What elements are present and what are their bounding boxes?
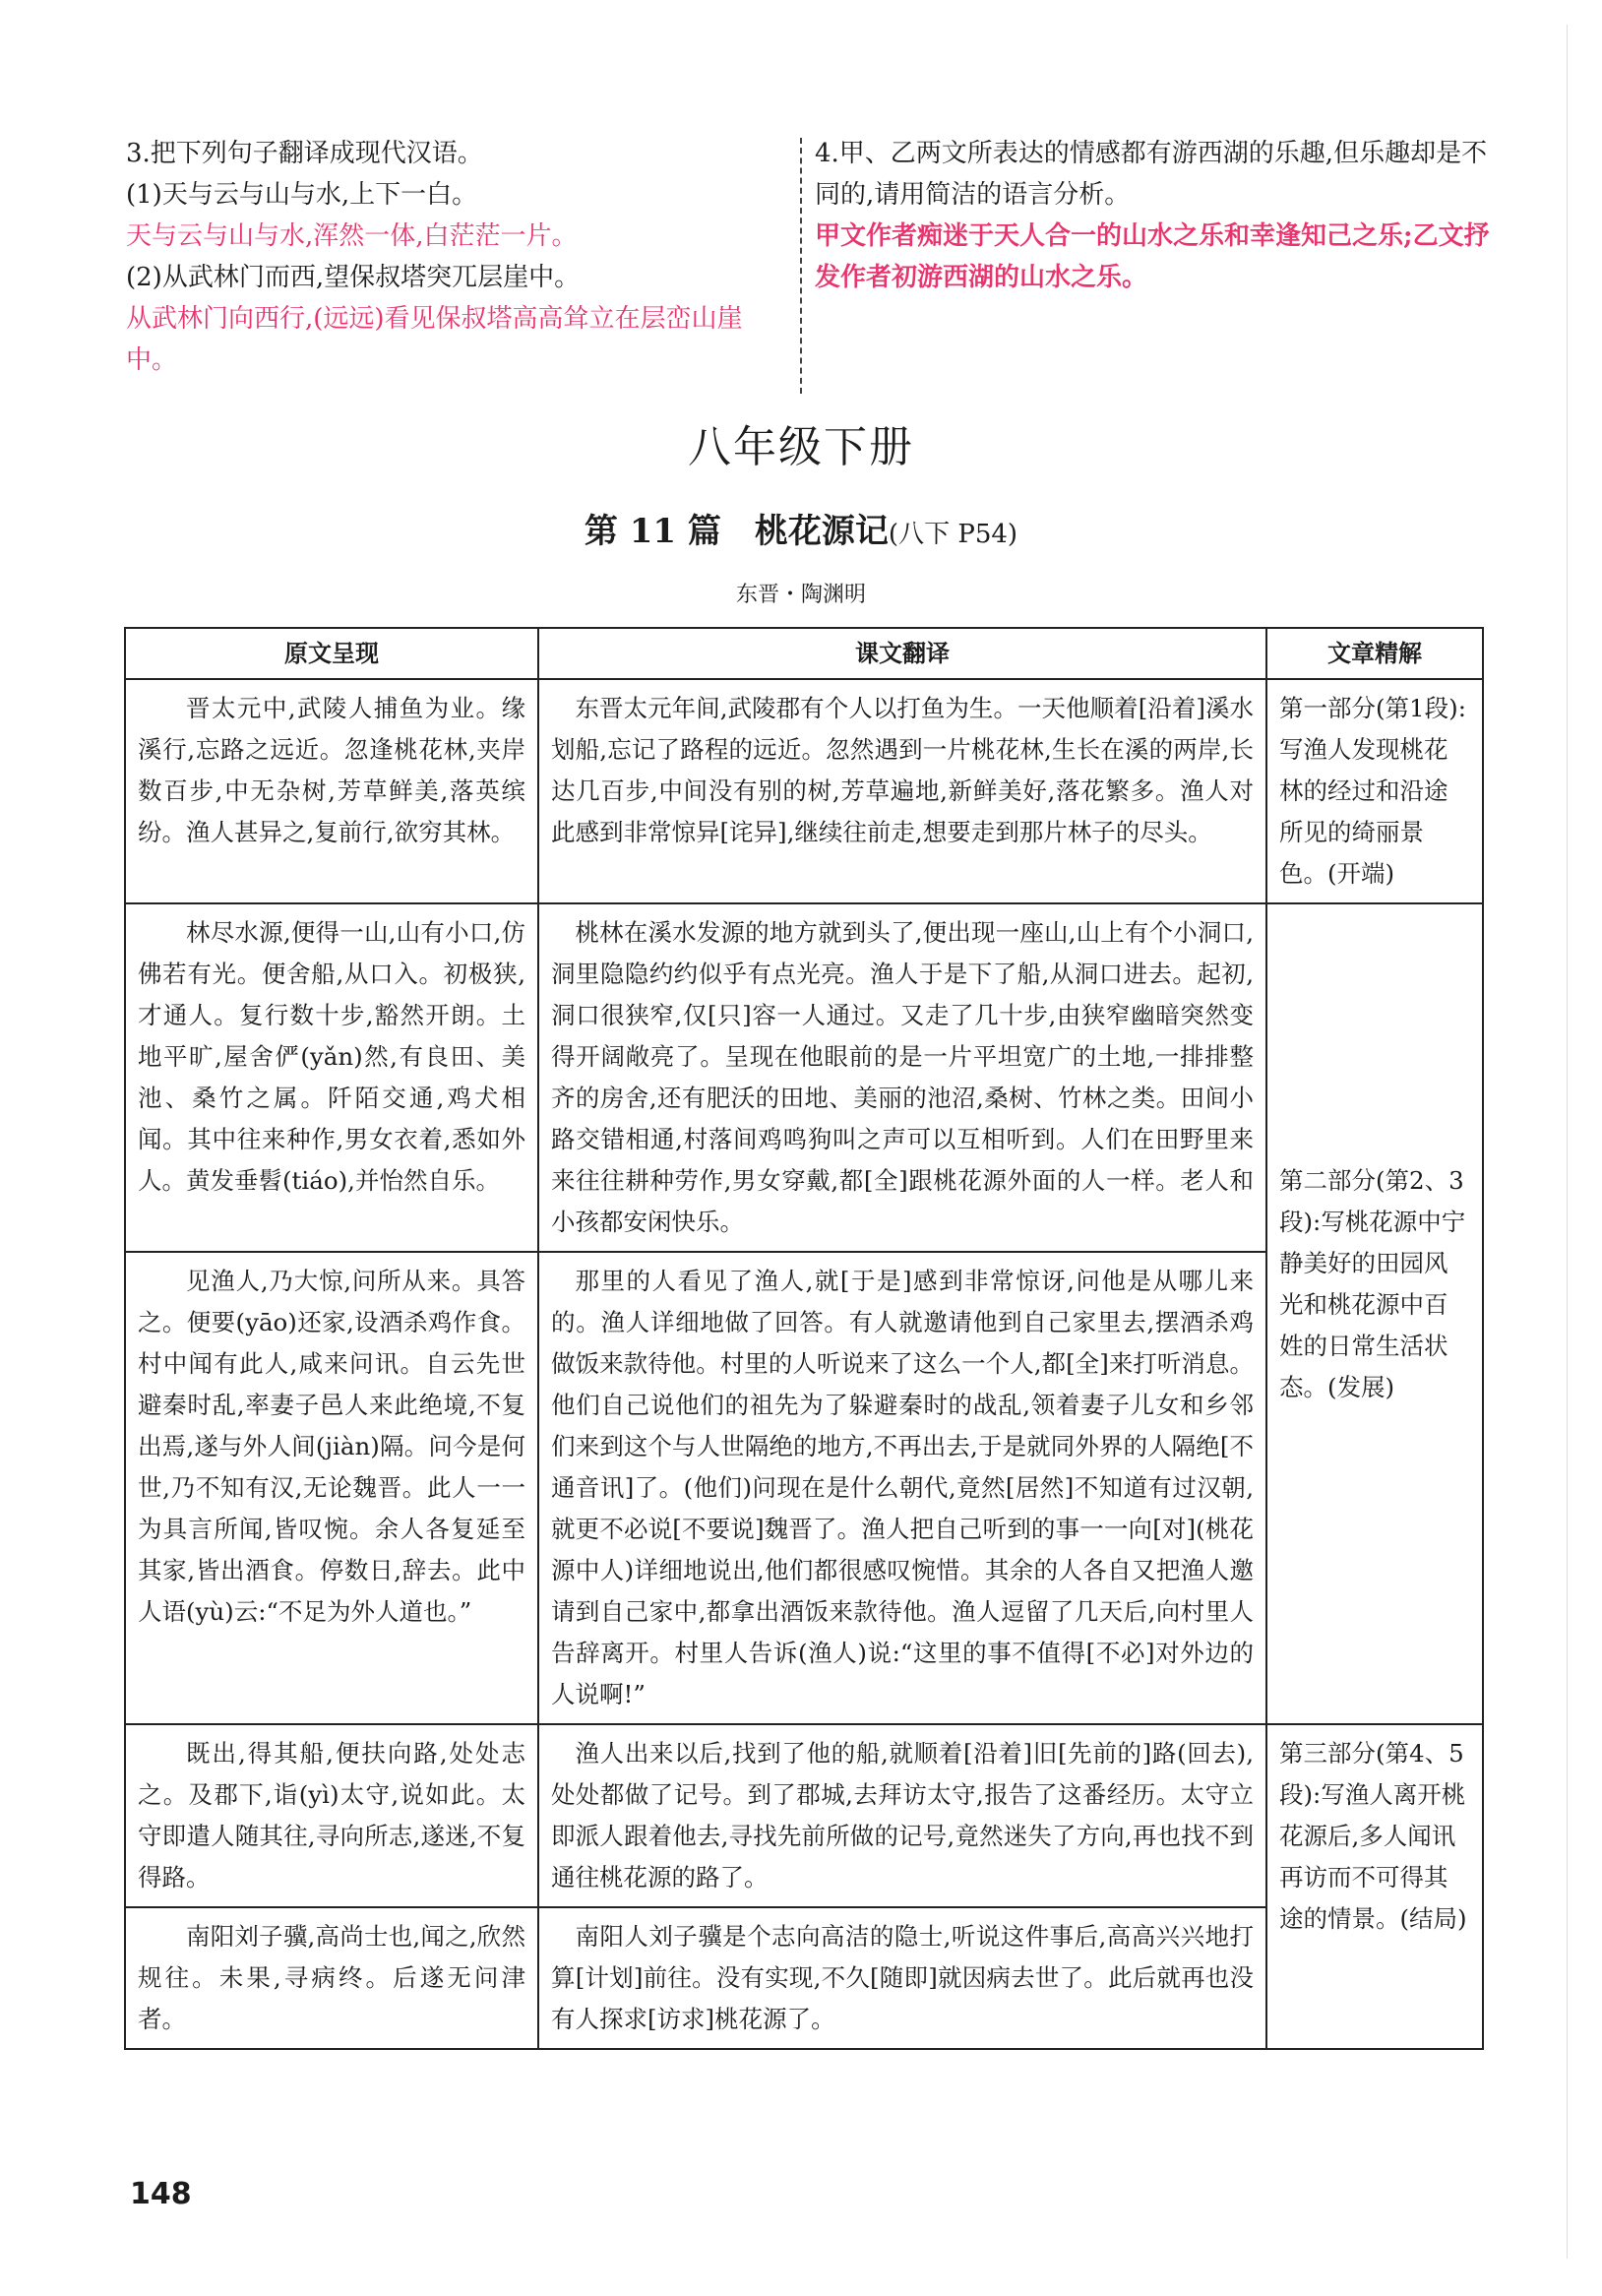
lesson-name: 第 11 篇 桃花源记 xyxy=(584,512,889,551)
original-text-3: 见渔人,乃大惊,问所从来。具答之。便要(yāo)还家,设酒杀鸡作食。村中闻有此人,咸来问讯。自云先世避秦时乱,率妻子邑人来此绝境,不复出焉,遂与外人间(jiàn)隔。问今是何世,乃不知有汉,无论魏晋。此人一一为具言所闻,皆叹惋。余人各复延至其家,皆出酒食。停数日,辞去。此中人语(yù)云:“不足为外人道也。” xyxy=(125,1252,538,1724)
analysis-part-3: 第三部分(第4、5段):写渔人离开桃花源后,多人闻讯再访而不可得其途的情景。(结局) xyxy=(1266,1724,1483,2049)
translation-text-4: 渔人出来以后,找到了他的船,就顺着[沿着]旧[先前的]路(回去),处处都做了记号。到了郡城,去拜访太守,报告了这番经历。太守立即派人跟着他去,寻找先前所做的记号,竟然迷失了方向,再也找不到通往桃花源的路了。 xyxy=(538,1724,1266,1907)
analysis-part-2: 第二部分(第2、3段):写桃花源中宁静美好的田园风光和桃花源中百姓的日常生活状态。(发展) xyxy=(1279,1166,1466,1401)
translation-text-2: 桃林在溪水发源的地方就到头了,便出现一座山,山上有个小洞口,洞里隐隐约约似乎有点光亮。渔人于是下了船,从洞口进去。起初,洞口很狭窄,仅[只]容一人通过。又走了几十步,由狭窄幽暗突然变得开阔敞亮了。呈现在他眼前的是一片平坦宽广的土地,一排排整齐的房舍,还有肥沃的田地、美丽的池沼,桑树、竹林之类。田间小路交错相通,村落间鸡鸣狗叫之声可以互相听到。人们在田野里来来往往耕种劳作,男女穿戴,都[全]跟桃花源外面的人一样。老人和小孩都安闲快乐。 xyxy=(538,903,1266,1252)
q3-sentence-1: (1)天与云与山与水,上下一白。 xyxy=(126,180,478,210)
q3-sentence-2: (2)从武林门而西,望保叔塔突兀层崖中。 xyxy=(126,263,581,292)
original-text-4: 既出,得其船,便扶向路,处处志之。及郡下,诣(yì)太守,说如此。太守即遣人随其往,寻向所志,遂迷,不复得路。 xyxy=(125,1724,538,1907)
table-row xyxy=(125,679,1483,903)
page-edge-line xyxy=(1567,25,1568,2259)
translation-text-3: 那里的人看见了渔人,就[于是]感到非常惊讶,问他是从哪儿来的。渔人详细地做了回答。有人就邀请他到自己家里去,摆酒杀鸡做饭来款待他。村里的人听说来了这么一个人,都[全]来打听消息。他们自己说他们的祖先为了躲避秦时的战乱,领着妻子儿女和乡邻们来到这个与人世隔绝的地方,不再出去,于是就同外界的人隔绝[不通音讯]了。(他们)问现在是什么朝代,竟然[居然]不知道有过汉朝,就更不必说[不要说]魏晋了。渔人把自己听到的事一一向[对](桃花源中人)详细地说出,他们都很感叹惋惜。其余的人各自又把渔人邀请到自己家中,都拿出酒饭来款待他。渔人逗留了几天后,向村里人告辞离开。村里人告诉(渔人)说:“这里的事不值得[不必]对外边的人说啊!” xyxy=(538,1252,1266,1724)
q4-answer: 甲文作者痴迷于天人合一的山水之乐和幸逢知己之乐;乙文抒发作者初游西湖的山水之乐。 xyxy=(815,221,1490,292)
original-text-5: 南阳刘子骥,高尚士也,闻之,欣然规往。未果,寻病终。后遂无问津者。 xyxy=(125,1907,538,2049)
lesson-title xyxy=(0,504,1602,552)
q3-title: 3.把下列句子翻译成现代汉语。 xyxy=(126,139,483,168)
grade-title: 八年级下册 xyxy=(688,422,914,472)
analysis-part-1: 第一部分(第1段):写渔人发现桃花林的经过和沿途所见的绮丽景色。(开端) xyxy=(1266,679,1483,903)
original-text-2: 林尽水源,便得一山,山有小口,仿佛若有光。便舍船,从口入。初极狭,才通人。复行数十步,豁然开朗。土地平旷,屋舍俨(yǎn)然,有良田、美池、桑竹之属。阡陌交通,鸡犬相闻。其中往来种作,男女衣着,悉如外人。黄发垂髫(tiáo),并怡然自乐。 xyxy=(125,903,538,1252)
table-header-row xyxy=(125,628,1483,679)
q3-answer-1: 天与云与山与水,浑然一体,白茫茫一片。 xyxy=(126,221,578,251)
column-divider xyxy=(800,138,802,394)
exercise-section xyxy=(126,133,1494,399)
translation-text-1: 东晋太元年间,武陵郡有个人以打鱼为生。一天他顺着[沿着]溪水划船,忘记了路程的远近。忽然遇到一片桃花林,生长在溪的两岸,长达几百步,中间没有别的树,芳草遍地,新鲜美好,落花繁多。渔人对此感到非常惊异[诧异],继续往前走,想要走到那片林子的尽头。 xyxy=(538,679,1266,903)
study-table xyxy=(124,627,1484,2050)
q3-answer-2: 从武林门向西行,(远远)看见保叔塔高高耸立在层峦山崖中。 xyxy=(126,304,743,375)
question-3 xyxy=(126,133,777,381)
lesson-author: 东晋・陶渊明 xyxy=(735,583,866,607)
header-original: 原文呈现 xyxy=(125,628,538,679)
original-text-1: 晋太元中,武陵人捕鱼为业。缘溪行,忘路之远近。忽逢桃花林,夹岸数百步,中无杂树,芳草鲜美,落英缤纷。渔人甚异之,复前行,欲穷其林。 xyxy=(125,679,538,903)
translation-text-5: 南阳人刘子骥是个志向高洁的隐士,听说这件事后,高高兴兴地打算[计划]前往。没有实现,不久[随即]就因病去世了。此后就再也没有人探求[访求]桃花源了。 xyxy=(538,1907,1266,2049)
header-translation: 课文翻译 xyxy=(538,628,1266,679)
lesson-source: (八下 P54) xyxy=(888,520,1018,549)
page-number: 148 xyxy=(130,2177,192,2211)
header-analysis: 文章精解 xyxy=(1266,628,1483,679)
question-4 xyxy=(815,133,1504,298)
q4-title: 4.甲、乙两文所表达的情感都有游西湖的乐趣,但乐趣却是不同的,请用简洁的语言分析。 xyxy=(815,139,1488,210)
table-row xyxy=(125,903,1483,1252)
table-row xyxy=(125,1724,1483,1907)
analysis-part-2-cell xyxy=(1266,903,1483,1724)
